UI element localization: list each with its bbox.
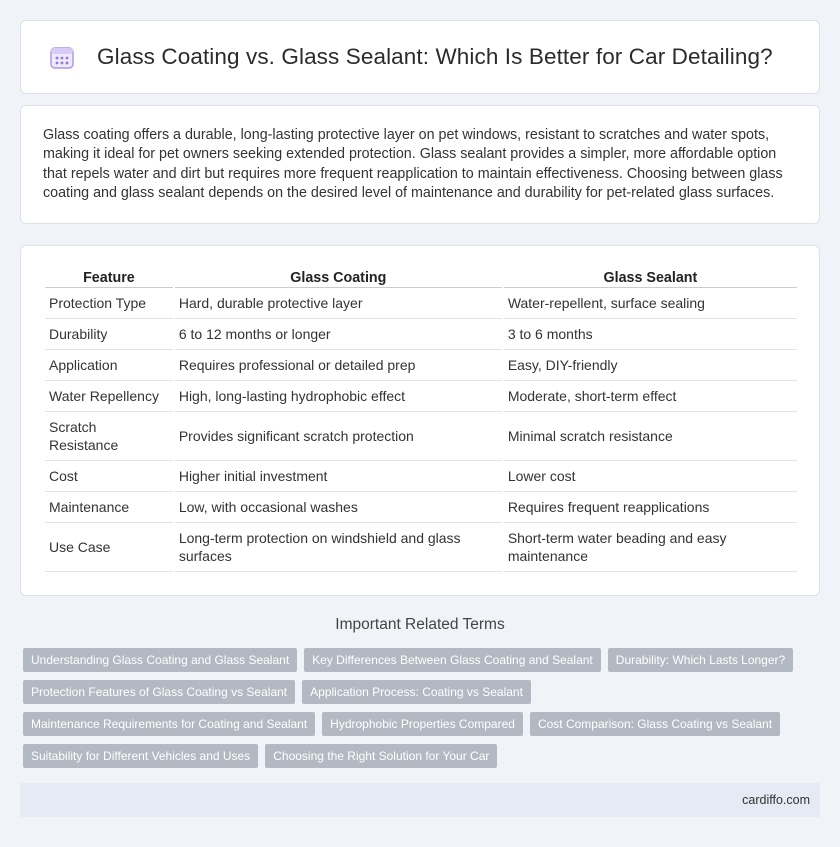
row-sealant: Easy, DIY-friendly <box>504 350 797 381</box>
related-terms-list <box>23 648 819 768</box>
intro-card <box>20 105 820 224</box>
related-term-tag[interactable]: Durability: Which Lasts Longer? <box>608 648 793 672</box>
related-terms-title: Important Related Terms <box>335 616 505 633</box>
table-row <box>45 288 797 319</box>
row-coating: Low, with occasional washes <box>175 492 502 523</box>
row-coating: Higher initial investment <box>175 461 502 492</box>
table-row <box>45 461 797 492</box>
row-feature: Protection Type <box>45 288 173 319</box>
row-feature: Scratch Resistance <box>45 412 173 461</box>
related-term-tag[interactable]: Cost Comparison: Glass Coating vs Sealant <box>530 712 780 736</box>
row-feature: Water Repellency <box>45 381 173 412</box>
related-term-tag[interactable]: Application Process: Coating vs Sealant <box>302 680 531 704</box>
intro-paragraph: Glass coating offers a durable, long-lasting protective layer on pet windows, resistant to scratches and water spots, making it ideal for pet owners seeking extended protection. Glass sealant provides a simpler, more affordable option that repels water and dirt but requires more frequent reapplication to maintain effectiveness. Choosing between glass coating and glass sealant depends on the desired level of maintenance and durability for pet-related glass surfaces. <box>43 127 783 202</box>
related-term-tag[interactable]: Suitability for Different Vehicles and Uses <box>23 744 258 768</box>
table-row <box>45 492 797 523</box>
table-row <box>45 381 797 412</box>
row-coating: Long-term protection on windshield and glass surfaces <box>175 523 502 572</box>
related-term-tag[interactable]: Maintenance Requirements for Coating and Sealant <box>23 712 315 736</box>
table-row <box>45 319 797 350</box>
row-sealant: Water-repellent, surface sealing <box>504 288 797 319</box>
related-term-tag[interactable]: Hydrophobic Properties Compared <box>322 712 523 736</box>
row-coating: 6 to 12 months or longer <box>175 319 502 350</box>
related-term-tag[interactable]: Understanding Glass Coating and Glass Sealant <box>23 648 297 672</box>
row-sealant: Lower cost <box>504 461 797 492</box>
related-term-tag[interactable]: Key Differences Between Glass Coating and Sealant <box>304 648 601 672</box>
row-feature: Use Case <box>45 523 173 572</box>
row-coating: High, long-lasting hydrophobic effect <box>175 381 502 412</box>
row-sealant: Short-term water beading and easy maintenance <box>504 523 797 572</box>
header-glass-coating: Glass Coating <box>175 266 502 288</box>
row-coating: Requires professional or detailed prep <box>175 350 502 381</box>
related-term-tag[interactable]: Protection Features of Glass Coating vs Sealant <box>23 680 295 704</box>
row-sealant: Moderate, short-term effect <box>504 381 797 412</box>
page-title: Glass Coating vs. Glass Sealant: Which Is Better for Car Detailing? <box>97 44 773 69</box>
table-row <box>45 523 797 572</box>
header-feature: Feature <box>45 266 173 288</box>
row-coating: Hard, durable protective layer <box>175 288 502 319</box>
calendar-icon <box>49 44 75 70</box>
row-feature: Durability <box>45 319 173 350</box>
table-row <box>45 412 797 461</box>
row-sealant: 3 to 6 months <box>504 319 797 350</box>
comparison-card <box>20 245 820 596</box>
row-sealant: Requires frequent reapplications <box>504 492 797 523</box>
site-name[interactable]: cardiffo.com <box>742 793 810 807</box>
row-feature: Application <box>45 350 173 381</box>
row-coating: Provides significant scratch protection <box>175 412 502 461</box>
table-row <box>45 350 797 381</box>
page-footer <box>20 783 820 817</box>
row-feature: Cost <box>45 461 173 492</box>
related-term-tag[interactable]: Choosing the Right Solution for Your Car <box>265 744 497 768</box>
page-header <box>20 20 820 94</box>
comparison-table <box>43 266 799 572</box>
header-glass-sealant: Glass Sealant <box>504 266 797 288</box>
row-feature: Maintenance <box>45 492 173 523</box>
row-sealant: Minimal scratch resistance <box>504 412 797 461</box>
